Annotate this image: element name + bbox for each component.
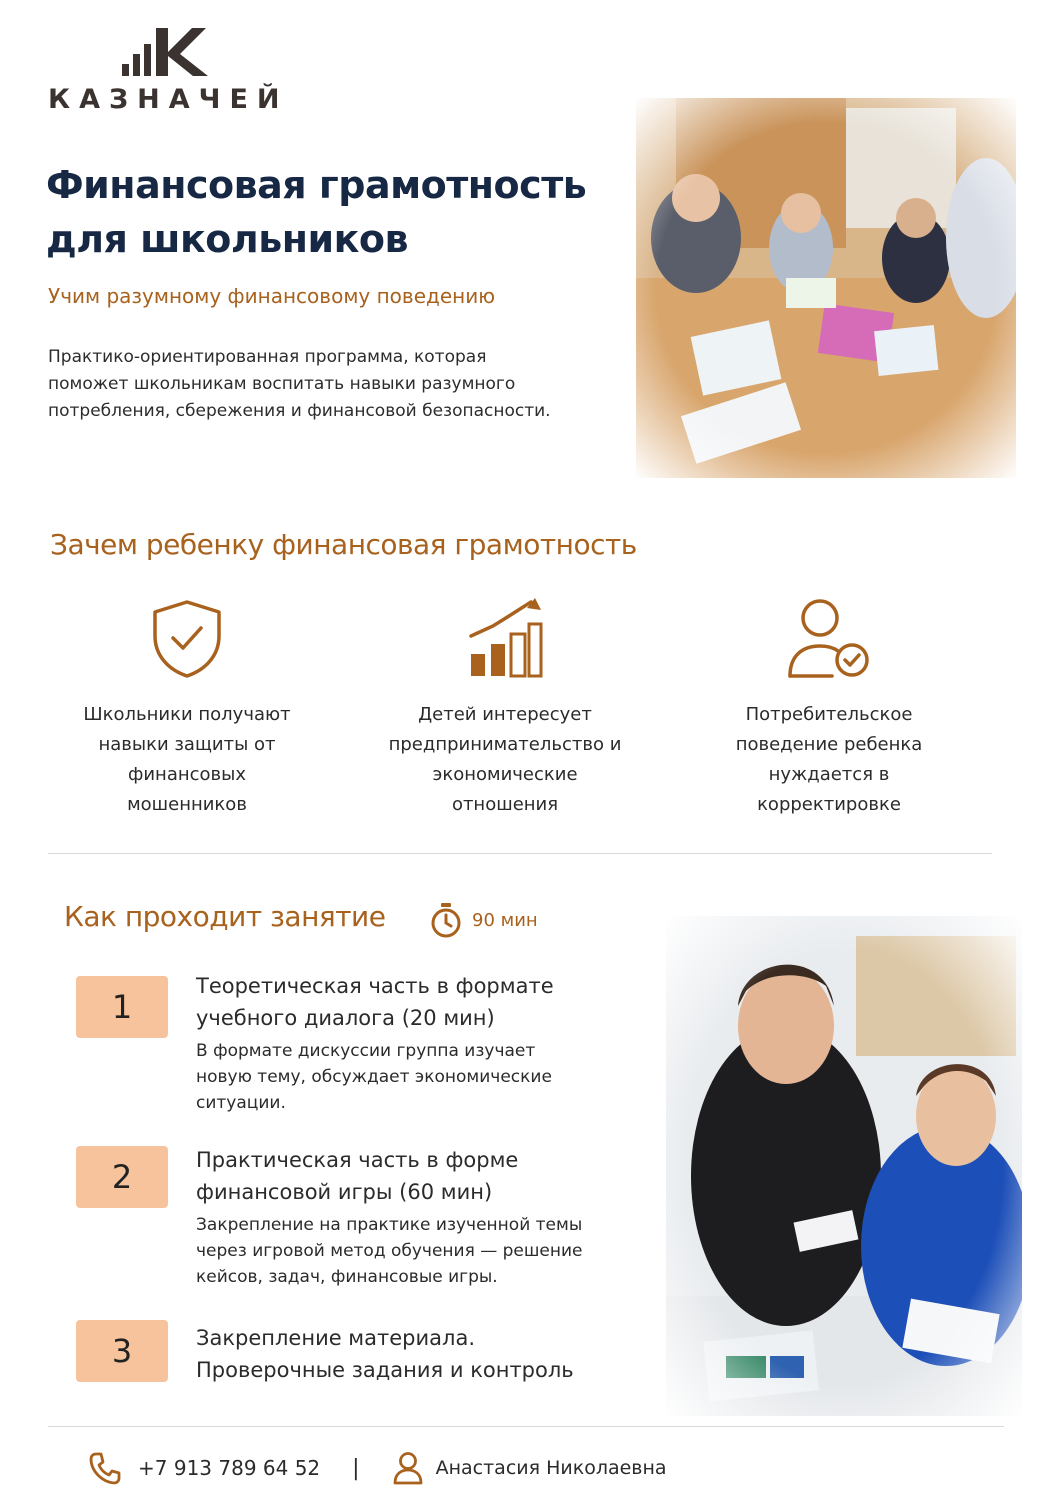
feature-consumer-behavior: [684, 596, 974, 820]
feature-text-line: финансовых: [127, 764, 247, 785]
feature-text: [360, 700, 650, 820]
step-number: 3: [76, 1320, 168, 1382]
feature-entrepreneurship: [360, 596, 650, 820]
step-body: [196, 1144, 616, 1290]
step-body: [196, 970, 616, 1116]
person-icon: [392, 1451, 424, 1485]
step-heading: [196, 1322, 616, 1386]
title-line-1: Финансовая грамотность: [46, 163, 587, 207]
person-check-icon: [784, 596, 874, 680]
photo-children-playing-board-game: [636, 98, 1016, 478]
feature-text-line: навыки защиты от: [98, 734, 276, 755]
step-description-line: новую тему, обсуждает экономические: [196, 1067, 552, 1087]
feature-text-line: Потребительское: [745, 704, 913, 725]
feature-text-line: экономические: [432, 764, 578, 785]
step-number: 1: [76, 976, 168, 1038]
phone-icon: [88, 1451, 122, 1485]
feature-fraud-protection: [42, 596, 332, 820]
step-heading-line: финансовой игры (60 мин): [196, 1180, 493, 1204]
contact-footer: [88, 1446, 888, 1490]
feature-text-line: нуждается в: [768, 764, 890, 785]
step-heading: [196, 1144, 616, 1208]
step-description: [196, 1212, 616, 1290]
step-description-line: через игровой метод обучения — решение: [196, 1241, 583, 1261]
feature-text-line: поведение ребенка: [735, 734, 923, 755]
step-description-line: В формате дискуссии группа изучает: [196, 1041, 536, 1061]
step-description: [196, 1038, 616, 1116]
logo-bars-icon: [122, 26, 262, 78]
subtitle: Учим разумному финансовому поведению: [48, 284, 496, 308]
step-number: 2: [76, 1146, 168, 1208]
feature-text-line: отношения: [451, 794, 559, 815]
why-section-title: Зачем ребенку финансовая грамотность: [50, 528, 637, 561]
step-description-line: ситуации.: [196, 1093, 286, 1113]
feature-text-line: корректировке: [757, 794, 901, 815]
stopwatch-icon: [430, 902, 462, 938]
lesson-section-title: Как проходит занятие: [64, 900, 386, 933]
brand-logo: [48, 26, 308, 116]
step-description-line: Закрепление на практике изученной темы: [196, 1215, 583, 1235]
duration-text: 90 мин: [472, 909, 538, 931]
feature-text-line: Детей интересует: [418, 704, 592, 725]
feature-text-line: Школьники получают: [83, 704, 291, 725]
intro-paragraph: Практико-ориентированная программа, которая поможет школьникам воспитать навыки разумного потребления, сбережения и финансовой безопасности.: [48, 347, 551, 421]
step-heading: [196, 970, 616, 1034]
step-body: [196, 1322, 616, 1386]
step-heading-line: Проверочные задания и контроль: [196, 1358, 574, 1382]
feature-text-line: предпринимательство и: [388, 734, 622, 755]
step-heading-line: Теоретическая часть в формате: [196, 974, 554, 998]
students-photo-image: [666, 916, 1022, 1416]
step-heading-line: учебного диалога (20 мин): [196, 1006, 495, 1030]
growth-chart-icon: [463, 596, 547, 680]
contact-phone-link[interactable]: +7 913 789 64 52: [138, 1456, 321, 1480]
photo-boys-with-cards: [666, 916, 1022, 1416]
section-divider: [48, 853, 992, 854]
contact-separator: |: [352, 1455, 360, 1481]
step-description-line: кейсов, задач, финансовые игры.: [196, 1267, 498, 1287]
step-heading-line: Закрепление материала.: [196, 1326, 475, 1350]
contact-person-name: Анастасия Николаевна: [435, 1457, 667, 1479]
lesson-duration: [430, 902, 538, 938]
title-line-2: для школьников: [46, 217, 409, 261]
feature-text: [684, 700, 974, 820]
step-heading-line: Практическая часть в форме: [196, 1148, 519, 1172]
brand-name: КАЗНАЧЕЙ: [48, 84, 289, 115]
feature-text: [42, 700, 332, 820]
page-title: [46, 158, 606, 266]
classroom-photo-image: [636, 98, 1016, 478]
shield-check-icon: [147, 596, 227, 680]
footer-divider: [48, 1426, 1004, 1427]
feature-text-line: мошенников: [127, 794, 247, 815]
